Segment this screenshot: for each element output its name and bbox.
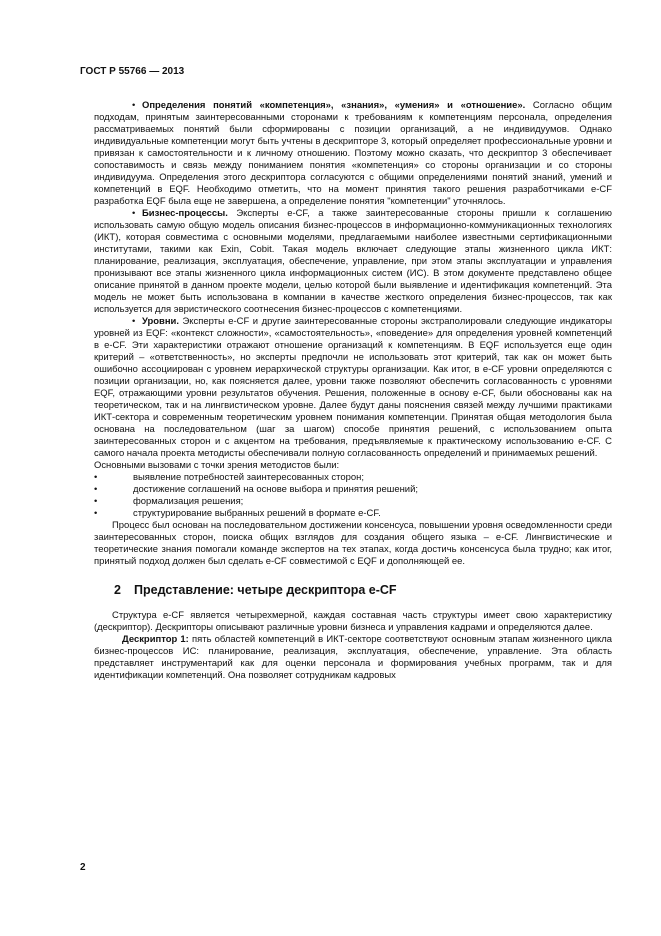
challenges-list (94, 472, 612, 520)
definitions-title: Определения понятий «компетенция», «знания», «умения» и «отношение». (142, 100, 526, 111)
list-item: • выявление потребностей заинтересованных сторон; (94, 472, 364, 483)
bullet-icon: • (94, 496, 98, 507)
bullet-icon: • (132, 208, 136, 219)
page-number: 2 (80, 862, 86, 873)
paragraph-process: Процесс был основан на последовательном достижении консенсуса, повышении уровня осведомленности среди заинтересованных сторон, поиска общих взглядов для создания общего языка – e-CF. Лингвистические и теоретические знания помогали команде экспертов на тех этапах, когда достичь консенсуса была трудно; как итог, принятый подход должен был сделать e-CF совместимой с EQF и дополняющей ее. (94, 520, 612, 567)
paragraph-descriptor-1 (94, 634, 612, 682)
descriptor1-title: Дескриптор 1: (122, 634, 189, 645)
bullet-icon: • (94, 508, 98, 519)
bullet-icon: • (94, 484, 98, 495)
section-title: Представление: четыре дескриптора e-CF (134, 583, 397, 597)
descriptor1-text: пять областей компетенций в ИКТ-секторе соответствуют основным этапам жизненного цикла бизнес-процессов ИС: планирование, реализация, эксплуатация, обеспечение, управление. Эта область представляет инструментарий как для оценки персонала и формирования учебных программ, так и для идентификации компетенций. Она позволяет сотрудникам кадровых (94, 634, 612, 681)
bullet-icon: • (132, 100, 136, 111)
levels-title: Уровни. (142, 316, 179, 327)
page-content (94, 100, 612, 682)
business-title: Бизнес-процессы. (142, 208, 228, 219)
definitions-text: Согласно общим подходам, принятым заинтересованными сторонами к требованиям к компетенциям персонала, определения рассматриваемых понятий были сформированы с позиции организаций, а не индивидуумов. Однако индивидуальные компетенции могут быть учтены в дескрипторе 3, который определяет профессиональные уровни и привязан к самостоятельности и к личному отношению. Поэтому можно сказать, что дескриптор 3 обеспечивает сопоставимость и связь между пониманием понятия «компетенция» со стороны организации и со стороны индивидуума. Определения этого дескриптора согласуются с общими определениями понятий знаний, умений и компетенций в EQF. Необходимо отметить, что на момент принятия такого решения разработчиками e-CF разработка EQF была еще не завершена, а определение понятия "компетенции" уточнялось. (94, 100, 612, 207)
list-item: • формализация решения; (94, 496, 244, 507)
list-item: • достижение соглашений на основе выбора и принятия решений; (94, 484, 418, 495)
document-header: ГОСТ Р 55766 — 2013 (80, 66, 185, 77)
challenges-intro: Основными вызовами с точки зрения методистов были: (94, 460, 340, 471)
paragraph-structure: Структура e-CF является четырехмерной, каждая составная часть структуры имеет свою характеристику (дескриптор). Дескрипторы описывают различные уровни бизнеса и управления кадрами и определяются далее. (94, 610, 612, 633)
paragraph-definitions (94, 100, 612, 208)
business-text: Эксперты e-CF, а также заинтересованные стороны пришли к соглашению использовать самую общую модель описания бизнес-процессов в информационно-коммуникационных технологиях (ИКТ), которая совместима с основными моделями, предлагаемыми наиболее известными сертификационными институтами, такими как Exin, Cobit. Такая модель включает следующие этапы жизненного цикла ИКТ: планирование, реализация, эксплуатация, обеспечение, управление, при этом этапы эксплуатации и управления пронизывают все этапы жизненного цикла информационных систем (ИС). В этом документе представлено общее описание принятой в данном проекте модели, целью которой были выявление и идентификация компетенций. Эта модель не может быть использована в компании в качестве жесткого определения бизнес-процессов, так как используется для эвристического соотнесения бизнес-процессов с компетенциями. (94, 208, 612, 315)
paragraph-business-processes (94, 208, 612, 316)
bullet-icon: • (132, 316, 136, 327)
paragraph-levels (94, 316, 612, 460)
section-heading (94, 584, 612, 596)
levels-text: Эксперты e-CF и другие заинтересованные стороны экстраполировали следующие индикаторы уровней из EQF: «контекст сложности», «самостоятельность», «поведение» для определения уровней компетенций в e-CF. Эти характеристики отражают отношение организаций к компетенциям. В EQF используется еще один критерий – «ответственность», но эксперты предпочли не использовать этот критерий, так как он может быть ошибочно ассоциирован с уровнем иерархической структуры организации. Как итог, в e-CF уровни определяются с позиции организации, но, как поясняется далее, уровни также позволяют обеспечить согласованность с уровнями EQF, отражающими уровни результатов обучения. Решения, положенные в основу e-CF, были обоснованы как на теоретическом, так и на лингвистическом уровне. Далее будут даны пояснения связей между лучшими практиками ИКТ-сектора и современным теоретическим уровнем понимания компетенции. Принятая общая методология была основана на последовательном (шаг за шагом) способе принятия решений, с использованием опыта заинтересованных сторон и с акцентом на требования, предъявляемые к практическому использованию e-CF. С самого начала проекта методисты обеспечивали полную согласованность определений и принимаемых решений. (94, 316, 612, 459)
bullet-icon: • (94, 472, 98, 483)
section-number: 2 (114, 583, 121, 597)
list-item: • структурирование выбранных решений в формате e-CF. (94, 508, 381, 519)
